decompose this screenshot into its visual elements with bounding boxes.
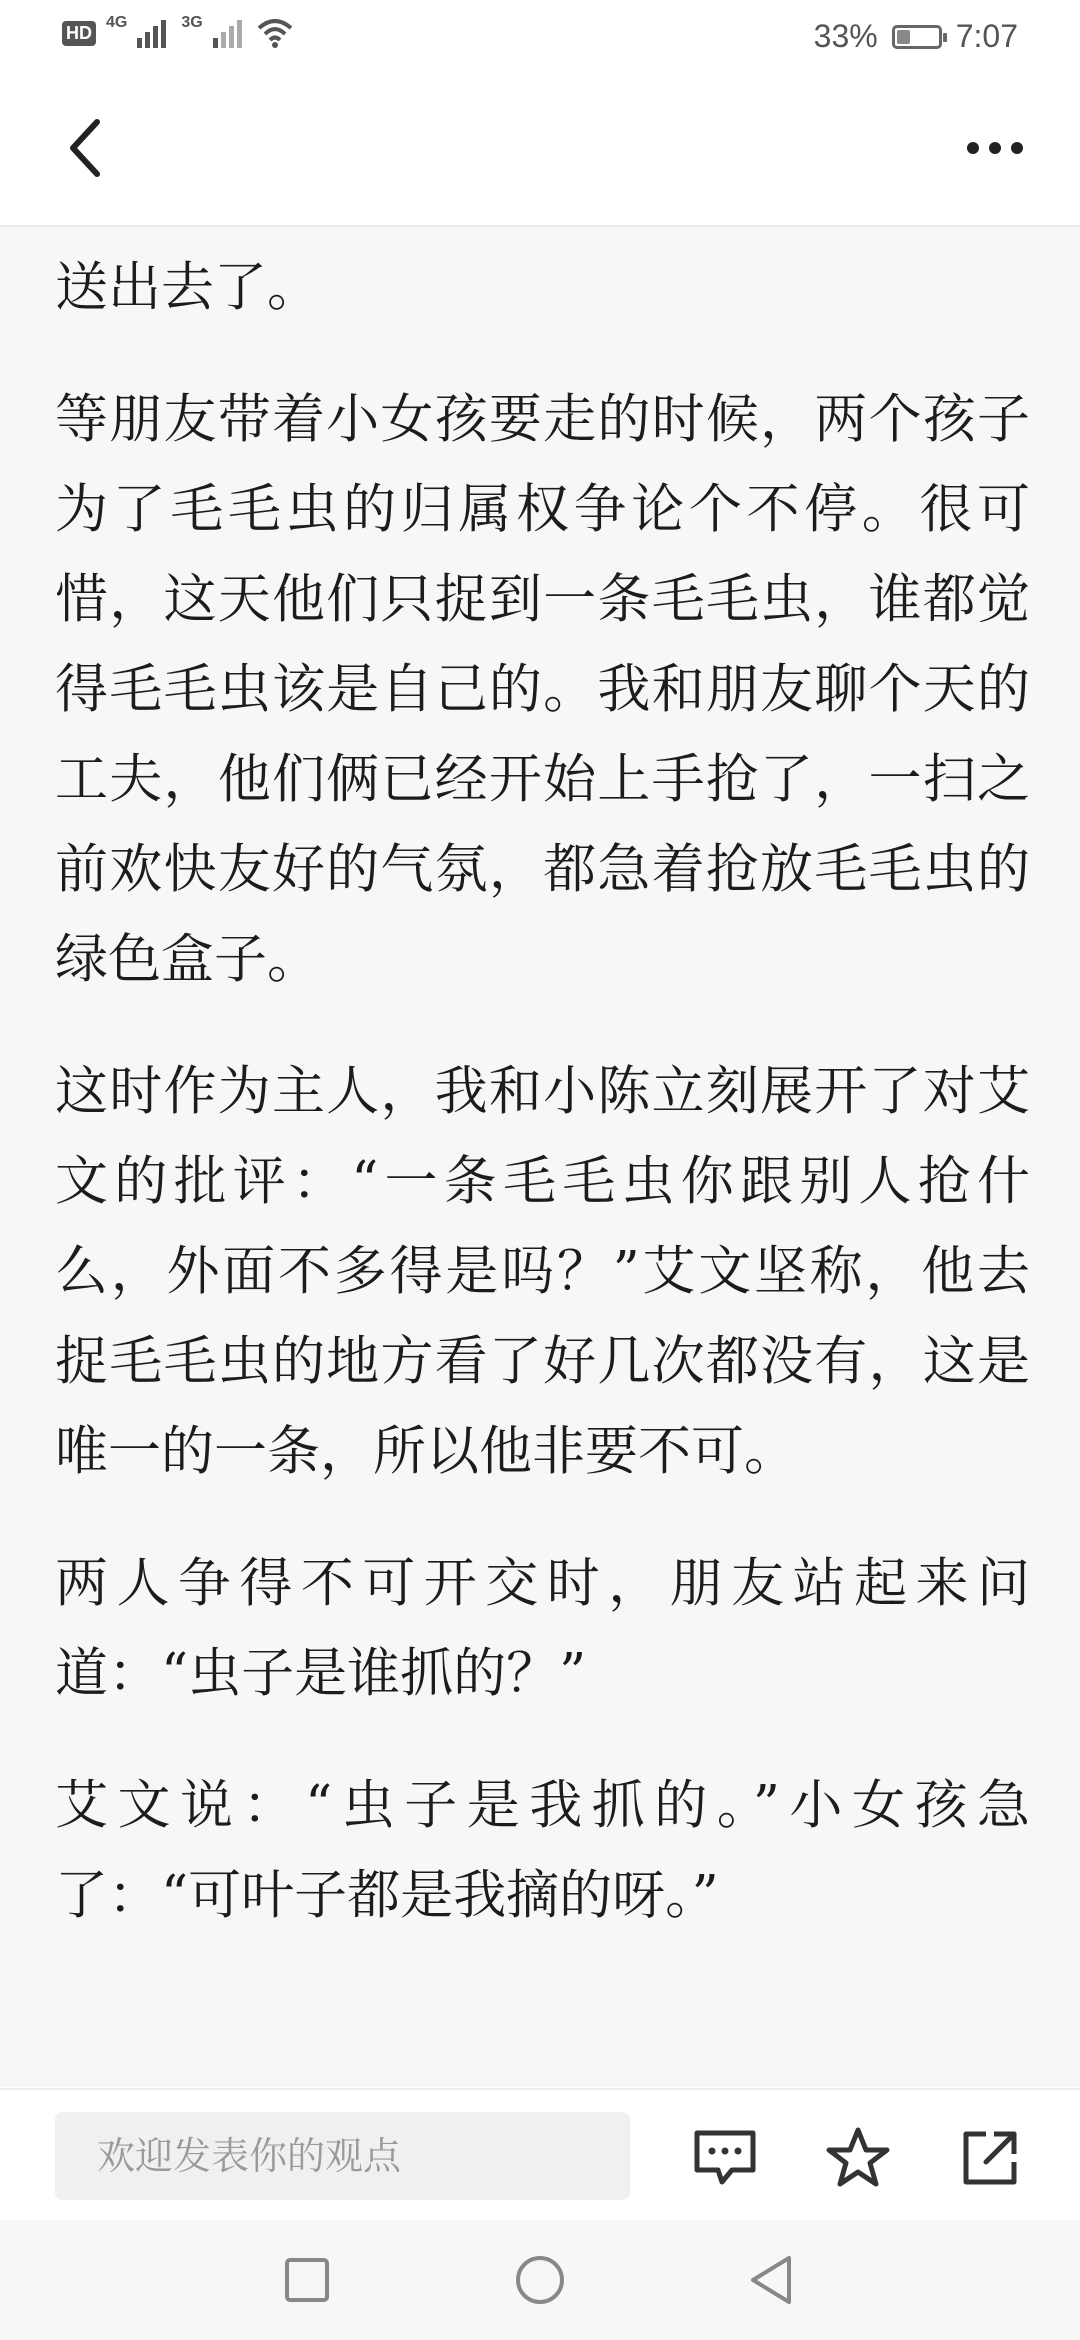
- comment-input[interactable]: [55, 2112, 630, 2200]
- article-paragraph: 等朋友带着小女孩要走的时候，两个孩子为了毛毛虫的归属权争论个不停。很可惜，这天他们只捉到一条毛毛虫，谁都觉得毛毛虫该是自己的。我和朋友聊个天的工夫，他们俩已经开始上手抢了，一扫之前欢快友好的气氛，都急着抢放毛毛虫的绿色盒子。: [55, 389, 1030, 990]
- battery-fill: [897, 30, 910, 44]
- status-left: [62, 14, 293, 48]
- article-paragraph: 两人争得不可开交时，朋友站起来问道：“虫子是谁抓的？”: [55, 1553, 1030, 1704]
- more-horizontal-icon: [967, 142, 979, 154]
- recent-apps-button[interactable]: [275, 2248, 339, 2312]
- star-icon: [825, 2126, 891, 2190]
- status-right: [814, 18, 1018, 55]
- signal-icon: [137, 18, 171, 48]
- more-button[interactable]: [955, 113, 1035, 183]
- recent-apps-icon: [282, 2255, 332, 2305]
- back-triangle-icon: [747, 2253, 797, 2307]
- more-dot: [989, 142, 1001, 154]
- hd-badge: HD: [62, 21, 96, 46]
- battery-icon: [892, 25, 942, 49]
- article-body: [55, 243, 1030, 1983]
- article-paragraph: 送出去了。: [55, 257, 320, 318]
- home-icon: [513, 2253, 567, 2307]
- status-time: 7:07: [955, 18, 1018, 54]
- article-paragraph: 这时作为主人，我和小陈立刻展开了对艾文的批评：“一条毛毛虫你跟别人抢什么，外面不多得是吗？”艾文坚称，他去捉毛毛虫的地方看了好几次都没有，这是唯一的一条，所以他非要不可。: [55, 1061, 1030, 1482]
- article-paragraph: 艾文说：“虫子是我抓的。”小女孩急了：“可叶子都是我摘的呀。”: [55, 1775, 1030, 1926]
- signal-weak-icon: [213, 18, 247, 48]
- back-nav-button[interactable]: [740, 2248, 804, 2312]
- battery-percent: 33%: [813, 18, 878, 54]
- wifi-icon: [257, 18, 293, 48]
- article-content[interactable]: [0, 227, 1080, 2087]
- more-dot: [1011, 142, 1023, 154]
- bottom-action-bar: [0, 2088, 1080, 2222]
- comment-button[interactable]: [685, 2118, 765, 2198]
- status-bar: [0, 0, 1080, 75]
- app-header: [0, 75, 1080, 227]
- home-button[interactable]: [508, 2248, 572, 2312]
- chevron-left-icon: [65, 118, 105, 178]
- network-label-2: 3G: [181, 14, 203, 31]
- system-nav-bar: [0, 2220, 1080, 2340]
- favorite-button[interactable]: [818, 2118, 898, 2198]
- comment-icon: [692, 2128, 758, 2188]
- back-button[interactable]: [50, 113, 120, 183]
- share-button[interactable]: [950, 2118, 1030, 2198]
- share-icon: [960, 2128, 1020, 2188]
- network-label-1: 4G: [106, 14, 128, 31]
